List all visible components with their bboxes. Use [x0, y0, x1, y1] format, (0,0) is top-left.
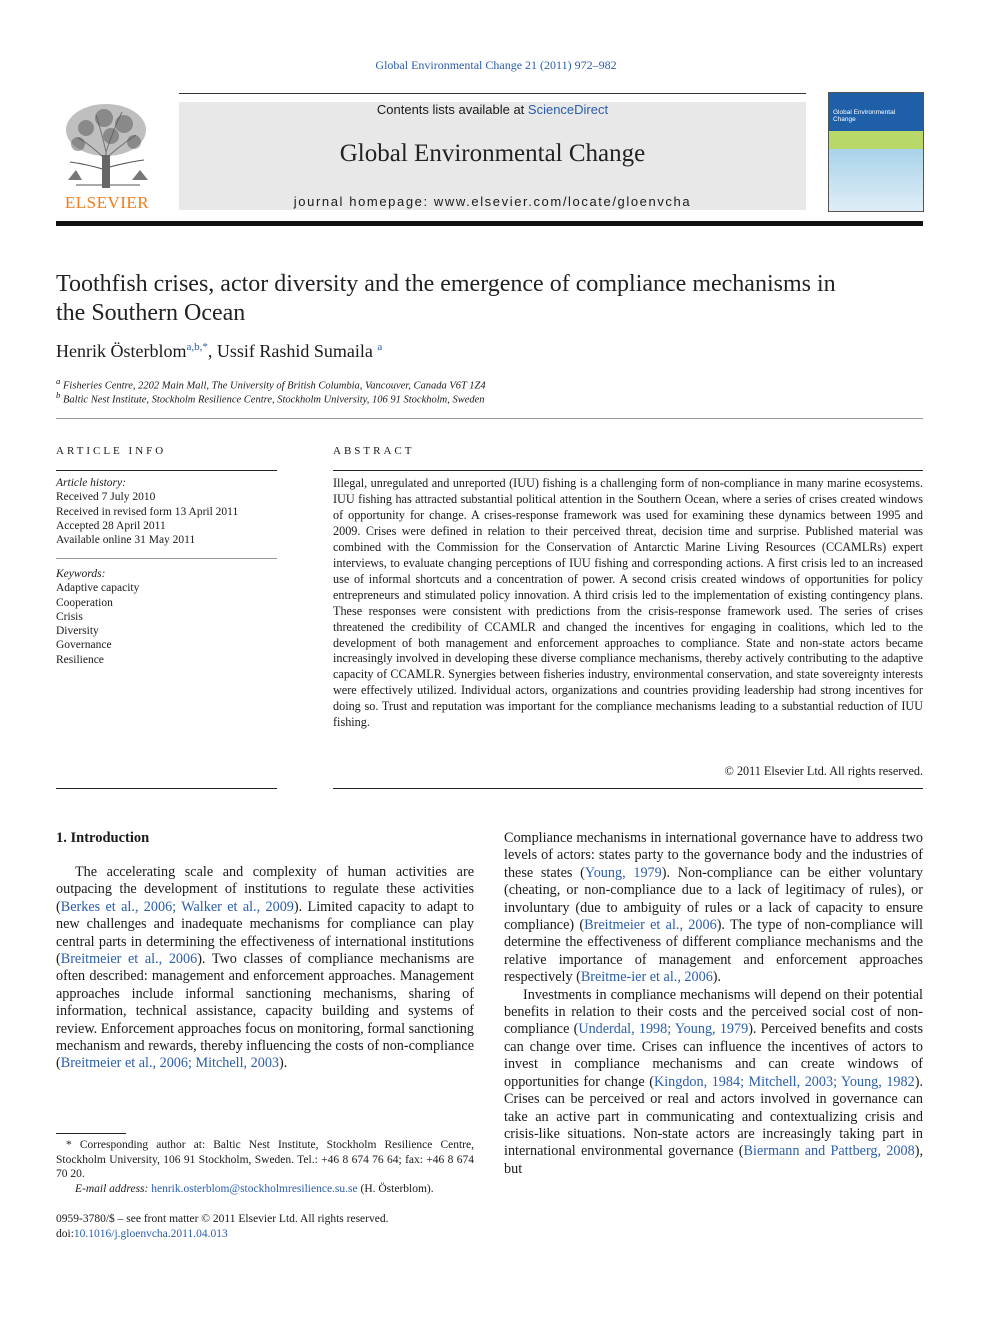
journal-reference[interactable]: Global Environmental Change 21 (2011) 972–982 — [375, 58, 617, 72]
paragraph-text: ). Limited capacity to adapt to new challenges and inadequate mechanisms for compliance can play central parts in determining the effectiveness of international institutions ( — [56, 898, 474, 968]
journal-cover-thumbnail[interactable] — [828, 92, 924, 212]
masthead-top-rule — [179, 93, 806, 94]
sciencedirect-link[interactable]: ScienceDirect — [527, 102, 609, 117]
keywords: Keywords: Adaptive capacity Cooperation Crisis Diversity Governance Resilience — [56, 567, 277, 667]
cover-title: Global Environmental Change — [833, 109, 896, 123]
divider — [56, 418, 923, 419]
paragraph-text: ). Non-compliance can be either voluntary (cheating, or non-compliance due to a lack of legitimacy of rules), or involuntary (due to ambiguity of rules or a lack of capacity to ensure compliance) ( — [504, 864, 923, 934]
paragraph-text: Compliance mechanisms in international governance have to address two levels of actors: states party to the governance body and the industries of these states ( — [504, 830, 923, 881]
citation-link[interactable]: Berkes et al., 2006; Walker et al., 2009 — [60, 898, 294, 915]
divider — [56, 470, 277, 471]
history-item: Received in revised form 13 April 2011 — [56, 505, 239, 518]
article-title: Toothfish crises, actor diversity and the emergence of compliance mechanisms in the Southern Ocean — [56, 271, 836, 326]
elsevier-wordmark: ELSEVIER — [64, 193, 150, 212]
author-name[interactable]: Ussif Rashid Sumaila — [216, 341, 373, 361]
footnote-rule — [56, 1133, 126, 1134]
paragraph-text: ). The type of non-compliance will determine the effectiveness of different compliance mechanisms and the relative importance of management and enforcement approaches respectively ( — [504, 917, 923, 986]
email-link[interactable]: henrik.osterblom@stockholmresilience.su.se — [151, 1182, 358, 1195]
citation-link[interactable]: Biermann and Pattberg, 2008 — [743, 1143, 915, 1160]
citation-link[interactable]: Breitmeier et al., 2006 — [584, 917, 717, 934]
article-history: Article history: Received 7 July 2010 Received in revised form 13 April 2011 Accepted 28 April 2011 Available online 31 May 2011 — [56, 476, 277, 547]
copyright-notice: © 2011 Elsevier Ltd. All rights reserved. — [724, 764, 923, 778]
paragraph-text: ). — [279, 1055, 288, 1072]
divider — [56, 788, 277, 789]
header-rule — [56, 221, 923, 226]
citation-link[interactable]: Breitme-ier et al., 2006 — [580, 969, 713, 986]
paragraph-text: The accelerating scale and complexity of human activities are outpacing the development of institutions to regulate these activities ( — [56, 864, 474, 915]
homepage-url[interactable]: www.elsevier.com/locate/gloenvcha — [433, 194, 692, 209]
affiliation-b: $^b$ Baltic Nest Institute, Stockholm Resilience Centre, Stockholm University, 106 91 Stockholm, Sweden — [56, 390, 485, 406]
contents-availability: Contents lists available at ScienceDirect — [376, 102, 609, 117]
paragraph-text: ). — [712, 969, 722, 986]
body-column-right — [504, 830, 923, 1178]
paragraph — [504, 987, 923, 1178]
paragraph — [504, 830, 923, 987]
citation-link[interactable]: Breitmeier et al., 2006; Mitchell, 2003 — [60, 1055, 280, 1072]
paragraph-text: ). Crises can be perceived or real and actors involved in governance can take an active part in communicating and contextualizing crisis and crisis-like situations. Non-state actors are increasingly taking part in international environmental governance ( — [504, 1073, 923, 1160]
author-affiliation-mark[interactable]: a,b,* — [186, 341, 208, 353]
keyword: Resilience — [56, 653, 104, 666]
body-column-left — [56, 864, 474, 1073]
paragraph-text: ). Two classes of compliance mechanisms are often described: management and enforcement approaches. Management approaches include informal sanctioning mechanisms, sharing of information, technical assistance, capacity building and systems of review. Enforcement approaches focus on monitoring, formal sanctioning mechanism and rewards, thereby influencing the costs of non-compliance ( — [56, 951, 474, 1072]
divider — [333, 788, 923, 789]
history-item: Received 7 July 2010 — [56, 491, 156, 504]
section-heading: 1. Introduction — [56, 830, 150, 846]
author-affiliation-mark[interactable]: a — [377, 341, 383, 353]
keyword: Cooperation — [56, 596, 113, 609]
divider — [56, 558, 277, 559]
citation-link[interactable]: Young, 1979 — [584, 864, 662, 881]
corresponding-author-note: * Corresponding author at: Baltic Nest Institute, Stockholm Resilience Centre, Stockholm University, 106 91 Stockholm, Sweden. Tel.: +46 8 674 76 64; fax: +46 8 674 70 20. — [56, 1139, 474, 1180]
divider — [333, 470, 923, 471]
doi-link[interactable]: 10.1016/j.gloenvcha.2011.04.013 — [73, 1228, 228, 1240]
history-item: Available online 31 May 2011 — [56, 534, 196, 547]
keyword: Diversity — [56, 625, 99, 638]
paragraph-text: ), but — [504, 1143, 923, 1177]
keyword: Crisis — [56, 610, 83, 623]
footnote: * Corresponding author at: Baltic Nest Institute, Stockholm Resilience Centre, Stockholm University, 106 91 Stockholm, Sweden. Tel.: +46 8 674 76 64; fax: +46 8 674 70 20. E-mail address: henrik.osterblom@stockholmresilience.su.se (H. Österblom). — [56, 1139, 474, 1195]
keyword: Adaptive capacity — [56, 582, 140, 595]
affiliation-a: $^a$ Fisheries Centre, 2202 Main Mall, The University of British Columbia, Vancouver, Canada V6T 1Z4 — [56, 376, 486, 392]
abstract-heading: ABSTRACT — [333, 445, 415, 457]
issn-line: 0959-3780/$ – see front matter © 2011 Elsevier Ltd. All rights reserved. doi:10.1016/j.gloenvcha.2011.04.013 — [56, 1213, 389, 1240]
history-item: Accepted 28 April 2011 — [56, 519, 166, 532]
author-name[interactable]: Henrik Österblom — [56, 341, 187, 361]
author-list: Henrik Österblom$^{a,b,*}$, Ussif Rashid Sumaila $^a$ — [56, 341, 383, 361]
citation-link[interactable]: Kingdon, 1984; Mitchell, 2003; Young, 1982 — [653, 1073, 915, 1090]
keyword: Governance — [56, 639, 112, 652]
citation-link[interactable]: Underdal, 1998; Young, 1979 — [578, 1021, 749, 1038]
journal-homepage[interactable]: journal homepage: www.elsevier.com/locate/gloenvcha — [293, 194, 692, 209]
article-info-heading: ARTICLE INFO — [56, 445, 167, 457]
journal-title: Global Environmental Change — [339, 140, 646, 167]
paragraph-text: ). Perceived benefits and costs can change over time. Crises can influence the incentives of actors to invest in compliance mechanisms and can create windows of opportunities for change ( — [504, 1021, 923, 1090]
paragraph-text: Investments in compliance mechanisms will depend on their potential benefits in relation to their costs and the perceived social cost of non-compliance ( — [504, 986, 923, 1038]
abstract-text: Illegal, unregulated and unreported (IUU) fishing is a challenging form of non-compliance in many marine ecosystems. IUU fishing has attracted substantial political attention in the Southern Ocean, where a series of crises created windows of opportunity for change. A crises-response framework was used for examining these dynamics between 1995 and 2009. Crises were defined in relation to their perceived threat, decision time and surprise. Published material was combined with the Commission for the Conservation of Antarctic Marine Living Resources (CCAMLRs) expert interviews, to evaluate changing perceptions of IUU fishing and corresponding actions. A first crisis led to an increased use of informal shortcuts and a concentration of power. A second crisis created windows of opportunities for policy entrepreneurs and stimulated policy innovation. A third crisis led to the implementation of existing contingency plans. These responses were consistent with predictions from the crisis-response framework used. The series of crises threatened the credibility of CCAMLR and changed the incentives for engaging in coalitions, which led to the development of both management and enforcement approaches to compliance. State and non-state actors became increasingly involved in developing these diverse compliance mechanisms, thereby actively contributing to the adaptive capacity of CCAMLR. Synergies between fisheries industry, environmental conservation, and state sovereignty interests were effectively utilized. Individual actors, organizations and countries providing leadership had strong incentives for doing so. Trust and reputation was important for the compliance mechanisms leading to a substantial reduction of IUU fishing. — [333, 476, 923, 730]
paragraph — [56, 864, 474, 1073]
citation-link[interactable]: Breitmeier et al., 2006 — [60, 951, 198, 968]
